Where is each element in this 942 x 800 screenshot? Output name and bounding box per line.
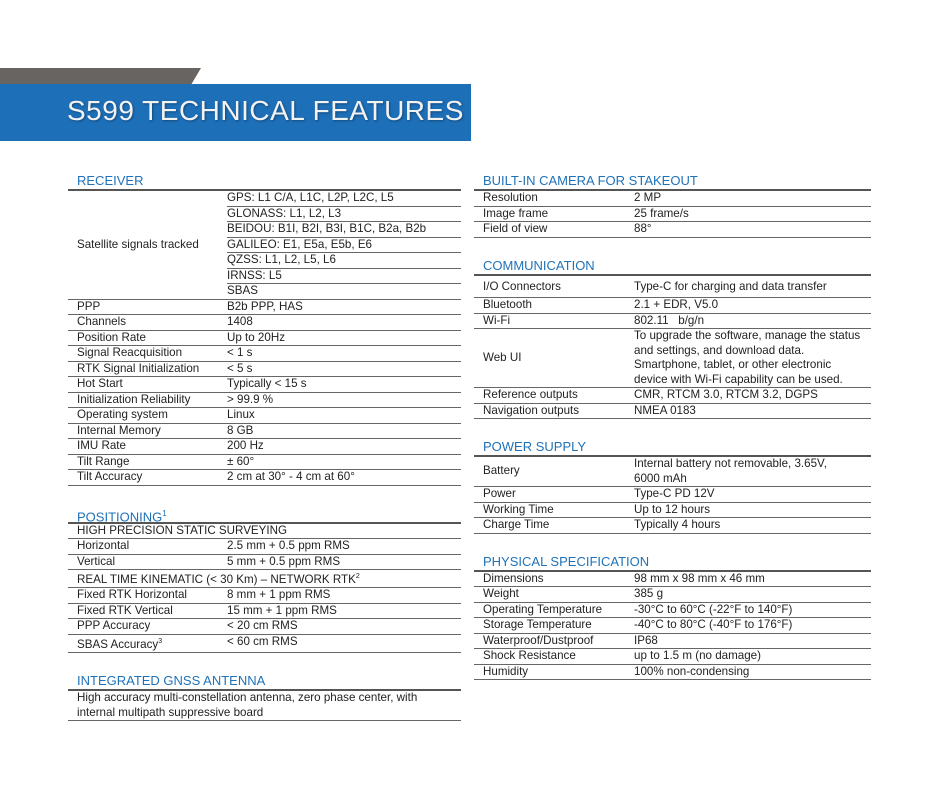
spec-row (474, 503, 871, 519)
subheading-row (68, 524, 461, 540)
spec-row (68, 408, 461, 424)
spec-value: -30°C to 60°C (-22°F to 140°F) (634, 602, 793, 616)
spec-value: 8 GB (227, 423, 254, 437)
spec-value: Typically < 15 s (227, 377, 307, 390)
spec-row (474, 518, 871, 534)
spec-row (474, 587, 871, 603)
spec-value: 802.11 b/g/n (634, 313, 705, 327)
spec-label: Storage Temperature (483, 618, 592, 631)
spec-value: IP68 (634, 633, 658, 647)
spec-row (68, 331, 461, 347)
spec-value: < 20 cm RMS (227, 619, 298, 633)
spec-label: Field of view (483, 222, 548, 235)
spec-row (68, 539, 461, 555)
spec-label: I/O Connectors (483, 279, 561, 293)
spec-value: To upgrade the software, manage the status and settings, and download data. Smartphone, tablet, or other electronic device with Wi-Fi capability can be used. (634, 329, 861, 386)
spec-value: Type-C PD 12V (634, 487, 715, 500)
spec-row (68, 439, 461, 455)
spec-value: Up to 20Hz (227, 330, 285, 344)
camera-rows (474, 191, 871, 238)
spec-label: Vertical (77, 554, 116, 568)
spec-label: Tilt Accuracy (77, 470, 143, 483)
spec-label: Shock Resistance (483, 649, 576, 662)
spec-label: IMU Rate (77, 439, 126, 452)
spec-label: Battery (483, 464, 520, 478)
spec-label: Operating Temperature (483, 602, 603, 616)
spec-value: 2.5 mm + 0.5 ppm RMS (227, 539, 350, 552)
spec-value: 100% non-condensing (634, 664, 750, 678)
spec-value: < 1 s (227, 346, 253, 359)
spec-label: Tilt Range (77, 454, 130, 468)
spec-row (474, 314, 871, 330)
satellite-signals-list (227, 191, 461, 299)
spec-value: Up to 12 hours (634, 502, 711, 516)
signal-item: GLONASS: L1, L2, L3 (227, 207, 461, 223)
spec-value: Typically 4 hours (634, 518, 721, 531)
section-title-positioning (68, 506, 461, 524)
spec-label: Channels (77, 315, 126, 328)
spec-label: Weight (483, 587, 519, 600)
spec-row (68, 346, 461, 362)
spec-row (474, 222, 871, 238)
spec-row (68, 377, 461, 393)
static-rows (68, 539, 461, 570)
signal-item: QZSS: L1, L2, L5, L6 (227, 253, 461, 269)
spec-row (68, 300, 461, 316)
rtk-rows (68, 588, 461, 635)
spec-value: NMEA 0183 (634, 403, 696, 417)
spec-label: Resolution (483, 191, 538, 204)
spec-value: 15 mm + 1 ppm RMS (227, 603, 337, 617)
page-title: S599 TECHNICAL FEATURES (67, 95, 464, 126)
signal-item: IRNSS: L5 (227, 269, 461, 285)
spec-row (474, 649, 871, 665)
spec-label: Wi-Fi (483, 313, 511, 327)
spec-label (68, 635, 227, 652)
spec-row (474, 457, 871, 487)
right-column (474, 173, 871, 680)
spec-value: 2 MP (634, 191, 662, 204)
section-title-camera: BUILT-IN CAMERA FOR STAKEOUT (474, 173, 871, 191)
spec-row (474, 572, 871, 588)
spec-label: Internal Memory (77, 423, 161, 437)
spec-value: 2.1 + EDR, V5.0 (634, 298, 719, 311)
spec-row (68, 362, 461, 378)
spec-label: Horizontal (77, 539, 130, 552)
spec-row (474, 665, 871, 681)
spec-row (68, 393, 461, 409)
subheading-text: REAL TIME KINEMATIC (< 30 Km) – NETWORK RTK (77, 572, 356, 586)
spec-row (474, 634, 871, 650)
spec-value: 8 mm + 1 ppm RMS (227, 588, 331, 602)
spec-label: Power (483, 487, 516, 500)
spec-label: Waterproof/Dustproof (483, 633, 594, 647)
spec-value: > 99.9 % (227, 392, 274, 406)
antenna-description: High accuracy multi-constellation antenna, zero phase center, with internal multipath suppressive board (77, 691, 418, 719)
signal-item: GALILEO: E1, E5a, E5b, E6 (227, 238, 461, 254)
spec-row (68, 555, 461, 571)
spec-label: Hot Start (77, 377, 123, 390)
signal-item: BEIDOU: B1I, B2I, B3I, B1C, B2a, B2b (227, 222, 461, 238)
power-rows (474, 487, 871, 534)
footnote-marker: 1 (162, 508, 167, 518)
spec-label: Navigation outputs (483, 403, 580, 417)
spec-label: Fixed RTK Horizontal (77, 588, 187, 602)
section-title-text: POSITIONING (77, 508, 163, 524)
spec-row (68, 455, 461, 471)
spec-row (68, 470, 461, 486)
spec-label: Web UI (483, 350, 522, 364)
spec-value: < 5 s (227, 361, 253, 375)
spec-row (474, 603, 871, 619)
spec-label: RTK Signal Initialization (77, 361, 200, 375)
subheading-rtk (68, 570, 360, 587)
section-title-receiver: RECEIVER (68, 173, 461, 191)
spec-value: 2 cm at 30° - 4 cm at 60° (227, 470, 355, 483)
spec-label: Working Time (483, 502, 554, 516)
satellite-signals-block (68, 191, 461, 300)
subheading-row (68, 570, 461, 588)
subheading-static: HIGH PRECISION STATIC SURVEYING (77, 523, 288, 537)
spec-label: Signal Reacquisition (77, 346, 183, 359)
spec-label: PPP Accuracy (77, 619, 151, 633)
spec-value: up to 1.5 m (no damage) (634, 649, 761, 662)
footnote-marker: 2 (355, 573, 360, 580)
physical-rows (474, 572, 871, 681)
signal-item: SBAS (227, 284, 258, 297)
receiver-rows (68, 300, 461, 486)
spec-label: Image frame (483, 206, 549, 220)
spec-label: PPP (77, 299, 101, 313)
spec-row (68, 315, 461, 331)
spec-label: Operating system (77, 408, 168, 421)
spec-row (474, 276, 871, 299)
spec-row (474, 618, 871, 634)
spec-value: 88° (634, 222, 652, 235)
antenna-row (68, 691, 461, 721)
spec-row (474, 404, 871, 420)
section-title-communication: COMMUNICATION (474, 258, 871, 276)
spec-value: Linux (227, 408, 255, 421)
spec-label: Humidity (483, 664, 529, 678)
spec-value: Type-C for charging and data transfer (634, 279, 827, 293)
section-title-physical: PHYSICAL SPECIFICATION (474, 554, 871, 572)
section-title-power: POWER SUPPLY (474, 439, 871, 457)
spec-row (474, 191, 871, 207)
spec-value: ± 60° (227, 454, 255, 468)
spec-row (474, 487, 871, 503)
header-accent-bar (0, 68, 201, 85)
spec-row (474, 388, 871, 404)
spec-label: Bluetooth (483, 298, 532, 311)
spec-value: 200 Hz (227, 439, 264, 452)
left-column (68, 173, 461, 721)
spec-row (68, 588, 461, 604)
spec-value: CMR, RTCM 3.0, RTCM 3.2, DGPS (634, 388, 818, 401)
spec-label: Charge Time (483, 518, 550, 531)
spec-label: Dimensions (483, 571, 544, 585)
spec-value: 5 mm + 0.5 ppm RMS (227, 554, 341, 568)
spec-value: 1408 (227, 315, 253, 328)
spec-row (68, 635, 461, 653)
spec-label: Satellite signals tracked (77, 238, 199, 252)
spec-label: Fixed RTK Vertical (77, 603, 173, 617)
spec-row (68, 424, 461, 440)
section-title-antenna: INTEGRATED GNSS ANTENNA (68, 673, 461, 691)
spec-value: -40°C to 80°C (-40°F to 176°F) (634, 618, 793, 631)
spec-value: 385 g (634, 587, 664, 600)
spec-label: Initialization Reliability (77, 392, 191, 406)
signal-item: GPS: L1 C/A, L1C, L2P, L2C, L5 (227, 191, 461, 207)
spec-label: Position Rate (77, 330, 146, 344)
spec-row (68, 604, 461, 620)
spec-value: 98 mm x 98 mm x 46 mm (634, 571, 765, 585)
spec-value: B2b PPP, HAS (227, 299, 303, 313)
spec-label-text: SBAS Accuracy (77, 637, 159, 651)
spec-row (68, 619, 461, 635)
spec-value: 25 frame/s (634, 206, 689, 220)
spec-value: Internal battery not removable, 3.65V, 6000 mAh (634, 457, 827, 485)
spec-row (474, 298, 871, 314)
spec-value: < 60 cm RMS (227, 634, 298, 648)
footnote-marker: 3 (158, 637, 163, 645)
spec-row (474, 329, 871, 388)
spec-label: Reference outputs (483, 388, 578, 401)
spec-row (474, 207, 871, 223)
